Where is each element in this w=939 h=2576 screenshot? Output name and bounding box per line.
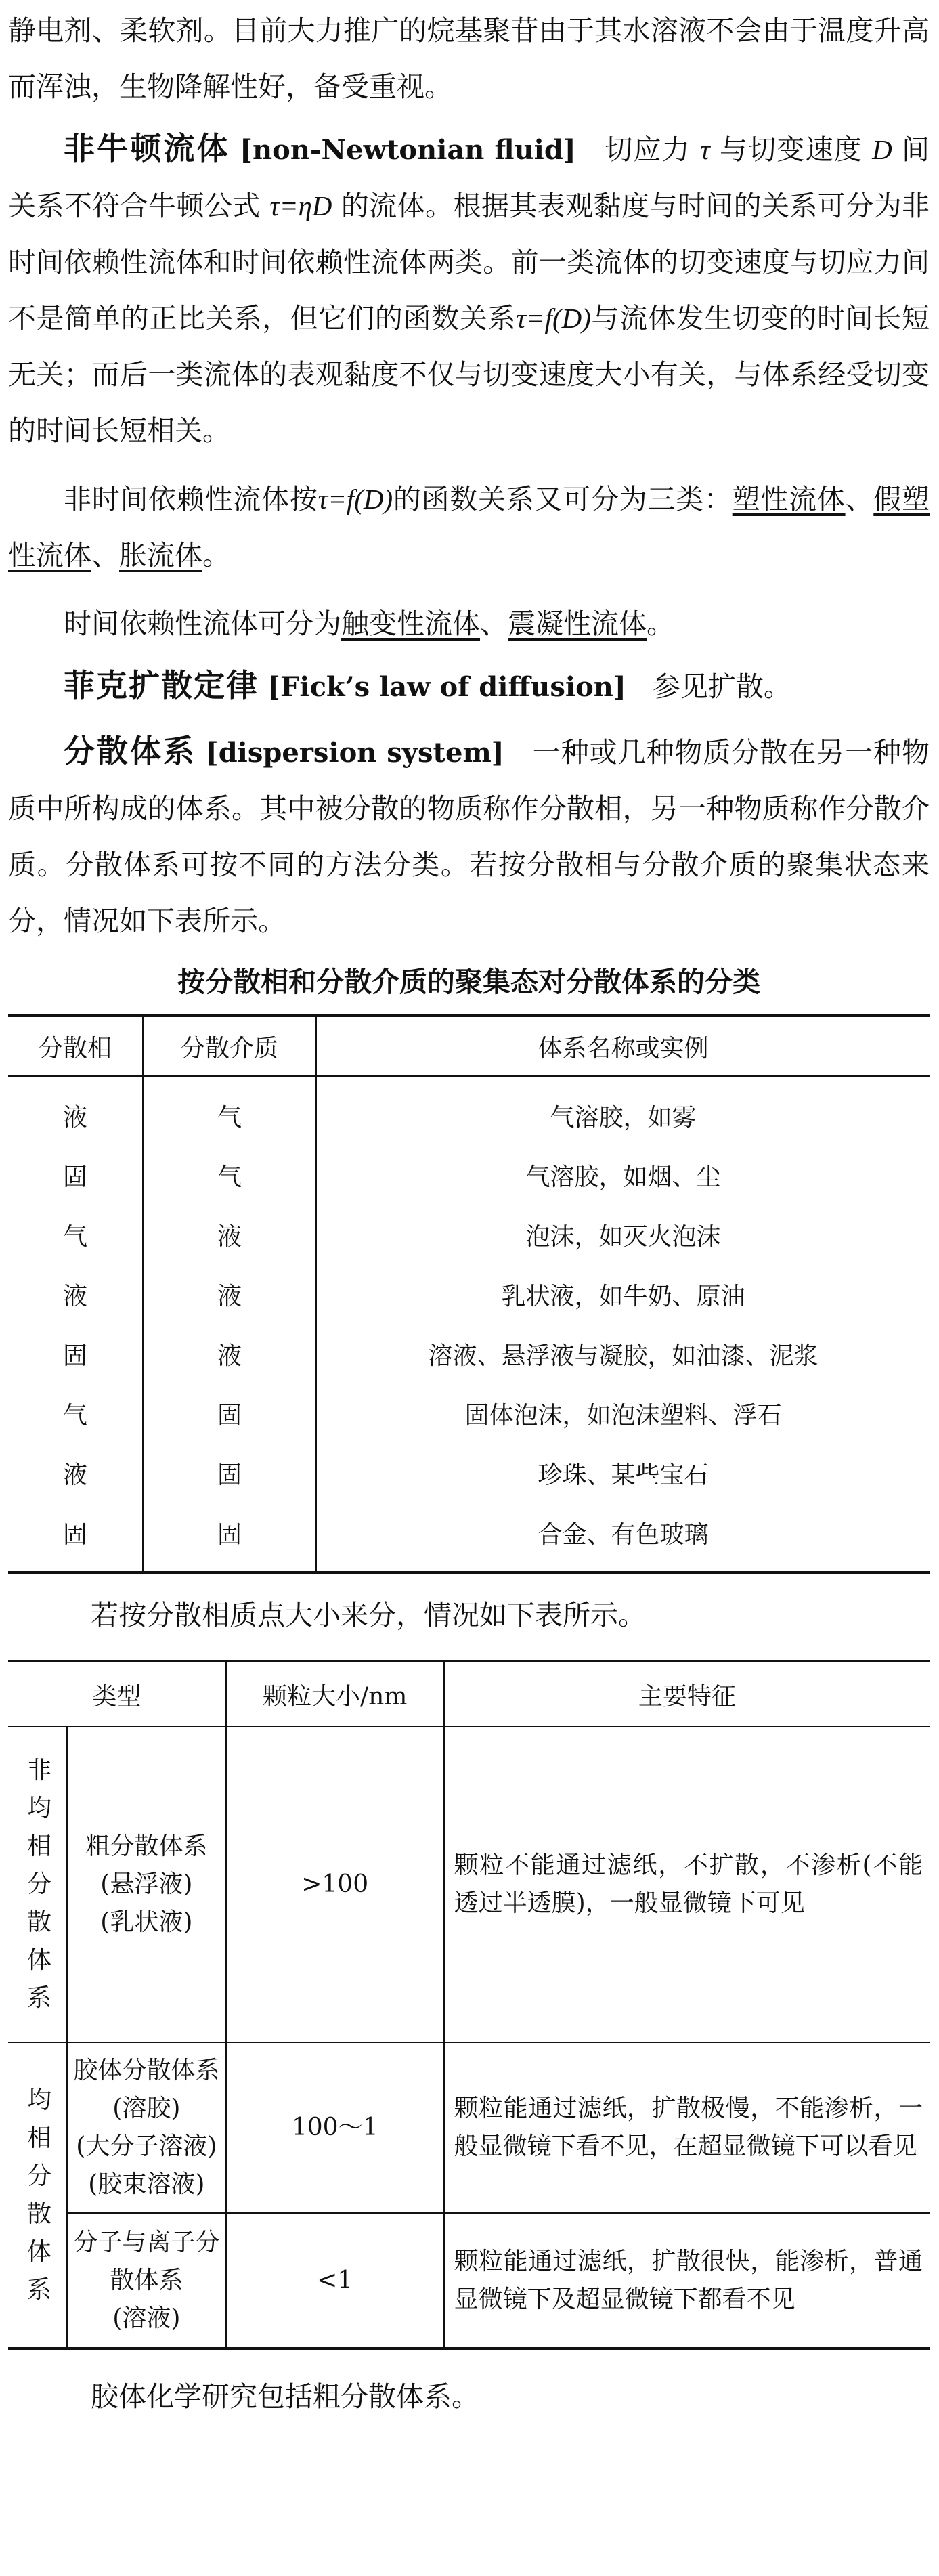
table-cell: 液	[8, 1076, 143, 1145]
definition-text: 切应力	[605, 133, 691, 166]
table-cell: 气	[143, 1076, 316, 1145]
period: 。	[202, 539, 230, 572]
feature-cell: 颗粒不能通过滤纸，不扩散，不渗析(不能透过半透膜)，一般显微镜下可见	[444, 1727, 930, 2042]
table-row	[8, 1145, 930, 1205]
definition-text: 的流体。根据其表观黏度与时间的关系可分为非时间依赖性流体和时间依赖性流体两类。前一类流体的切变速度与切应力间不是简单的正比关系，但它们的函数关系	[8, 190, 930, 335]
dispersion-entry	[8, 723, 930, 949]
type-line: (乳状液)	[100, 1908, 193, 1936]
separator: 、	[845, 483, 874, 515]
vertical-label: 非均相分散体系	[27, 1757, 52, 2012]
table-row	[8, 1503, 930, 1572]
type-cell	[67, 2042, 226, 2213]
column-header: 分散介质	[143, 1016, 316, 1076]
table1-caption: 按分散相和分散介质的聚集态对分散体系的分类	[177, 966, 760, 998]
table-cell: 气	[143, 1145, 316, 1205]
separator: 、	[480, 607, 508, 640]
symbol-tau: τ	[700, 134, 710, 165]
plastic-fluid-link[interactable]: 塑性流体	[732, 483, 846, 515]
column-header: 颗粒大小/nm	[226, 1661, 444, 1727]
table-row	[8, 1383, 930, 1443]
definition-text: 与切变速度	[720, 133, 862, 166]
size-cell: >100	[226, 1727, 444, 2042]
paragraph-text: 的函数关系又可分为三类：	[393, 483, 733, 515]
table-cell: 固	[8, 1324, 143, 1383]
table-row	[8, 1443, 930, 1503]
table-cell: 乳状液，如牛奶、原油	[501, 1282, 745, 1310]
time-dependent-paragraph	[8, 596, 930, 652]
closing-paragraph: 胶体化学研究包括粗分散体系。	[91, 2380, 479, 2413]
table-cell: 固	[143, 1383, 316, 1443]
newton-formula: τ=ηD	[269, 190, 332, 221]
column-header: 分散相	[8, 1016, 143, 1076]
table-cell: 液	[143, 1264, 316, 1324]
nonnewtonian-entry	[8, 121, 930, 459]
particle-size-table	[8, 1660, 930, 2350]
function-formula: τ=f(D)	[516, 303, 591, 334]
definition-text: 一种或几种物质分散在另一种物质中所构成的体系。其中被分散的物质称作分散相，另一种物质称作分散介质。分散体系可按不同的方法分类。若按分散相与分散介质的聚集状态来分，情况如下表所示。	[8, 736, 930, 937]
table-cell: 液	[8, 1443, 143, 1503]
table-cell: 固	[8, 1503, 143, 1572]
time-independent-paragraph	[8, 471, 930, 584]
table-cell: 固	[143, 1443, 316, 1503]
entry-term: 分散体系	[64, 733, 196, 769]
type-line: 粗分散体系	[85, 1832, 208, 1860]
column-header: 主要特征	[444, 1661, 930, 1727]
table-header-row	[8, 1661, 930, 1727]
pseudoplastic-fluid-link[interactable]: 假塑性流体	[8, 483, 930, 572]
table-row	[8, 1324, 930, 1383]
intro-paragraph: 静电剂、柔软剂。目前大力推广的烷基聚苷由于其水溶液不会由于温度升高而浑浊，生物降解性好，备受重视。	[8, 14, 930, 103]
group-label-homogeneous	[8, 2042, 67, 2348]
definition-text: 与流体发生切变的时间长短无关；而后一类流体的表观黏度不仅与切变速度大小有关，与体系经受切变的时间长短相关。	[8, 302, 930, 447]
type-line: 胶体分散体系	[73, 2057, 220, 2084]
type-line: (溶液)	[112, 2304, 181, 2332]
paragraph-text: 非时间依赖性流体按	[64, 483, 318, 515]
function-formula: τ=f(D)	[318, 484, 393, 515]
column-header: 体系名称或实例	[316, 1016, 930, 1076]
definition-text: 间关系不符合牛顿公式	[8, 133, 930, 222]
table-cell: 液	[143, 1205, 316, 1264]
table-row	[8, 1264, 930, 1324]
between-tables-text: 若按分散相质点大小来分，情况如下表所示。	[91, 1599, 646, 1631]
table-cell: 珍珠、某些宝石	[538, 1461, 709, 1489]
type-cell	[67, 1727, 226, 2042]
separator: 、	[91, 539, 119, 572]
period: 。	[647, 607, 674, 640]
aggregation-state-table	[8, 1014, 930, 1574]
vertical-label: 均相分散体系	[27, 2086, 52, 2304]
size-cell: 100～1	[226, 2042, 444, 2213]
table-cell: 气溶胶，如烟、尘	[525, 1163, 721, 1191]
group-label-heterogeneous	[8, 1727, 67, 2042]
definition-text: 参见扩散。	[652, 670, 791, 703]
type-line: 分子与离子分散体系	[73, 2228, 220, 2294]
feature-cell: 颗粒能通过滤纸，扩散极慢，不能渗析，一般显微镜下看不见，在超显微镜下可以看见	[444, 2042, 930, 2213]
feature-cell: 颗粒能通过滤纸，扩散很快，能渗析，普通显微镜下及超显微镜下都看不见	[444, 2213, 930, 2348]
rheopectic-fluid-link[interactable]: 震凝性流体	[508, 607, 647, 640]
type-line: (大分子溶液)	[76, 2132, 217, 2160]
dilatant-fluid-link[interactable]: 胀流体	[119, 539, 202, 572]
type-line: (悬浮液)	[100, 1870, 193, 1898]
type-cell	[67, 2213, 226, 2348]
table-header-row	[8, 1016, 930, 1076]
table-cell: 液	[143, 1324, 316, 1383]
entry-term: 非牛顿流体	[64, 130, 230, 167]
entry-english: [dispersion system]	[205, 737, 504, 769]
table-cell: 气	[8, 1383, 143, 1443]
table-cell: 气溶胶，如雾	[550, 1103, 697, 1132]
table-cell: 泡沫，如灭火泡沫	[525, 1222, 721, 1251]
type-line: (溶胶)	[112, 2095, 181, 2122]
table-cell: 固	[143, 1503, 316, 1572]
type-line: (胶束溶液)	[88, 2170, 205, 2198]
table-cell: 溶液、悬浮液与凝胶，如油漆、泥浆	[428, 1341, 818, 1370]
fick-entry	[8, 658, 930, 715]
entry-term: 菲克扩散定律	[64, 667, 259, 704]
table-cell: 固体泡沫，如泡沫塑料、浮石	[464, 1401, 782, 1430]
table-row	[8, 1076, 930, 1145]
table-cell: 气	[8, 1205, 143, 1264]
table-row	[8, 2213, 930, 2348]
table-cell: 液	[8, 1264, 143, 1324]
table-cell: 固	[8, 1145, 143, 1205]
table-row	[8, 1205, 930, 1264]
symbol-d: D	[872, 134, 892, 165]
table-row	[8, 1727, 930, 2042]
table-cell: 合金、有色玻璃	[538, 1520, 709, 1549]
size-cell: <1	[226, 2213, 444, 2348]
entry-english: [Fick’s law of diffusion]	[267, 671, 626, 703]
column-header: 类型	[8, 1661, 226, 1727]
table-row	[8, 2042, 930, 2213]
entry-english: [non-Newtonian fluid]	[240, 134, 576, 166]
thixotropic-fluid-link[interactable]: 触变性流体	[341, 607, 480, 640]
paragraph-text: 时间依赖性流体可分为	[64, 607, 341, 640]
